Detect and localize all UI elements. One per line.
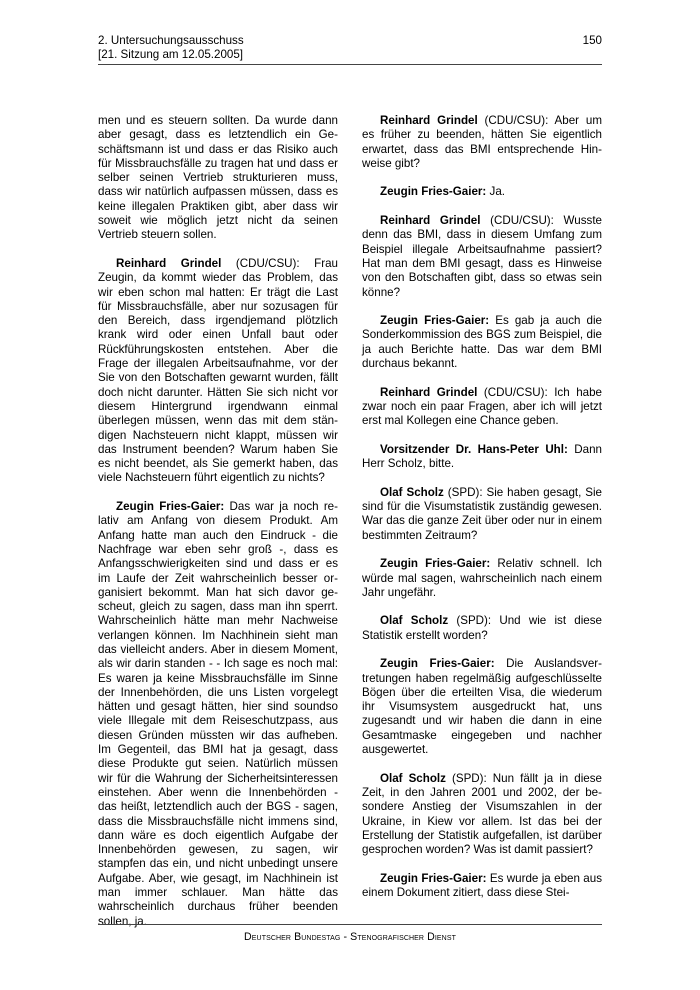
speaker-name: Zeugin Fries-Gaier: bbox=[380, 557, 491, 571]
speech-text: Das war ja noch relativ am Anfang von diesem Produkt. Am Anfang hatte man auch den Eindruck - die Nachfrage war eben sehr groß -, dass es Anfangsschwierigkeiten sind und dass er es im Laufe der Zeit wahrscheinlich besser organisiert bekommt. Man hat sich davor gescheut, gleich zu sagen, dass man ihn sperrt. Wahrscheinlich hätte man mehr Nachweise verlangen können. Im Nachhinein sieht man das vielleicht anders. Aber in diesem Moment, als wir darin standen - - Ich sage es noch mal: Es waren ja keine Missbrauchsfälle im Sinne der Innenbehörden, die uns Listen vorgelegt hätten und gesagt hätten, hier sind soundso viele Illegale mit dem Reiseschutzpass, aus diesen Gründen müssten wir das aufheben. Im Gegenteil, das BMI hat ja gesagt, dass diese Produkte gut seien. Natürlich müssen wir für die Wahrung der Sicherheitsinteressen einstehen. Aber wenn die Innenbehörden - das heißt, letztendlich auch der BGS - sagen, dass die Missbrauchsfälle nicht immens sind, dann wäre es doch eigentlich Aufgabe der Innenbehörden gewesen, zu sagen, wir stampfen das ein, und nicht unbedingt unsere Aufgabe. Aber, wie gesagt, im Nachhinein ist man immer schlauer. Man hätte das wahrscheinlich durchaus früher beenden sollen, ja. bbox=[98, 500, 338, 928]
speaker-name: Zeugin Fries-Gaier: bbox=[116, 500, 225, 514]
paragraph bbox=[362, 185, 602, 199]
speech-text: (CDU/CSU): Ich habe zwar noch ein paar Fragen, aber ich will jetzt erst mal Kollegen eine Chance geben. bbox=[362, 385, 602, 428]
speaker-name: Olaf Scholz bbox=[380, 485, 444, 499]
speaker-name: Reinhard Grindel bbox=[380, 114, 478, 127]
session-info: [21. Sitzung am 12.05.2005] bbox=[98, 48, 244, 61]
speaker-name: Reinhard Grindel bbox=[116, 256, 222, 270]
paragraph bbox=[362, 557, 602, 600]
speech-text: Es wurde ja eben aus einem Dokument zitiert, dass diese Stei- bbox=[362, 871, 602, 900]
speaker-name: Zeugin Fries-Gaier: bbox=[380, 657, 495, 671]
paragraph bbox=[362, 314, 602, 371]
paragraph bbox=[362, 872, 602, 901]
speaker-name: Zeugin Fries-Gaier: bbox=[380, 185, 487, 199]
page-header bbox=[98, 34, 602, 62]
paragraph bbox=[362, 114, 602, 171]
paragraph bbox=[362, 486, 602, 543]
paragraph bbox=[362, 614, 602, 643]
speaker-name: Reinhard Grindel bbox=[380, 385, 478, 399]
speaker-name: Olaf Scholz bbox=[380, 614, 449, 628]
right-column bbox=[362, 114, 602, 915]
footer-divider bbox=[98, 924, 602, 925]
speech-text: Dann Herr Scholz, bitte. bbox=[362, 442, 602, 471]
speech-text: Es gab ja auch die Sonderkommission des BGS zum Beispiel, die ja auch Berichte hatte. Das war dem BMI durchaus bekannt. bbox=[362, 314, 603, 371]
speech-text: Relativ schnell. Ich würde mal sagen, wahrscheinlich nach einem Jahr ungefähr. bbox=[362, 557, 602, 599]
speech-text: (SPD): Und wie ist diese Statistik erstellt worden? bbox=[362, 614, 602, 642]
speech-text: Ja. bbox=[486, 185, 505, 199]
paragraph bbox=[362, 443, 602, 472]
committee-title: 2. Untersuchungsausschuss bbox=[98, 34, 244, 47]
paragraph bbox=[362, 214, 602, 300]
speech-text: Die Auslandsvertretungen haben regelmäßig aufgeschlüsselte Bögen über die erteilten Visa, die wiederum ihr Visumsystem ausgedruckt hat, uns zugesandt und wir haben die dann in eine Gesamtmaske eingegeben und nachher ausgewertet. bbox=[362, 657, 603, 757]
speech-text: (CDU/CSU): Aber um es früher zu beenden, hätten Sie eigentlich erwartet, dass das BMI entsprechende Hinweise gibt? bbox=[362, 114, 602, 170]
paragraph bbox=[98, 500, 338, 929]
speaker-name: Zeugin Fries-Gaier: bbox=[380, 871, 487, 885]
paragraph: men und es steuern sollten. Da wurde dann aber gesagt, dass es letztendlich ein Geschäftsmann ist und dass er das Risiko auch für Missbrauchsfälle zu tragen hat und dass er selber seinen Vertrieb strukturieren muss, dass wir natürlich aufpassen müssen, dass es keine illegalen Praktiken gibt, aber dass wir soweit wie möglich jetzt nicht da seinen Vertrieb steuern sollen. bbox=[98, 114, 338, 242]
speech-text: (CDU/CSU): Wusste denn das BMI, dass in diesem Umfang zum Beispiel illegale Arbeitsaufnahme passiert? Hat man dem BMI gesagt, dass es Hinweise von den Botschaften gibt, dass so etwas sein könne? bbox=[362, 214, 602, 299]
speaker-name: Vorsitzender Dr. Hans-Peter Uhl: bbox=[380, 442, 568, 456]
speaker-name: Reinhard Grindel bbox=[380, 214, 481, 228]
header-divider bbox=[98, 64, 602, 65]
page-number: 150 bbox=[582, 34, 602, 47]
left-column bbox=[98, 114, 338, 943]
paragraph bbox=[362, 772, 602, 858]
speech-text: (SPD): Sie haben gesagt, Sie sind für die Visumstatistik zuständig gewesen. War das die ganze Zeit über oder nur in einem bestimmten Zeitraum? bbox=[362, 485, 603, 542]
speech-text: (CDU/CSU): Frau Zeugin, da kommt wieder das Problem, das wir eben schon mal hatten: Er trägt die Last für Missbrauchsfälle, aber nur sozusagen für den Bereich, dass irgendjemand plötzlich krank wird oder einen Unfall baut oder Rückführungskosten entstehen. Aber die Frage der illegalen Arbeitsaufnahme, vor der Sie von den Botschaften gewarnt wurden, fällt doch nicht darunter. Hätten Sie sich nicht vor diesem Hintergrund irgendwann einmal überlegen müssen, wenn das mit dem ständigen Nachsteuern nicht klappt, müssen wir das Instrument beenden? Warum haben Sie es nicht beendet, als Sie gemerkt haben, das viele Nachsteuern führt eigentlich zu nichts? bbox=[98, 256, 338, 485]
paragraph bbox=[362, 657, 602, 757]
paragraph bbox=[98, 257, 338, 486]
page-footer bbox=[98, 931, 602, 943]
speech-text: (SPD): Nun fällt ja in diese Zeit, in den Jahren 2001 und 2002, der besondere Anstieg der Visumszahlen in der Ukraine, in Kiew vor allem. Ist das bei der Erstellung der Statistik aufgefallen, ist darüber gesprochen worden? Was ist damit passiert? bbox=[362, 771, 602, 857]
paragraph bbox=[362, 386, 602, 429]
speaker-name: Olaf Scholz bbox=[380, 771, 446, 785]
footer-text: Deutscher Bundestag - Stenografischer Dienst bbox=[244, 931, 456, 943]
speaker-name: Zeugin Fries-Gaier: bbox=[380, 314, 490, 328]
